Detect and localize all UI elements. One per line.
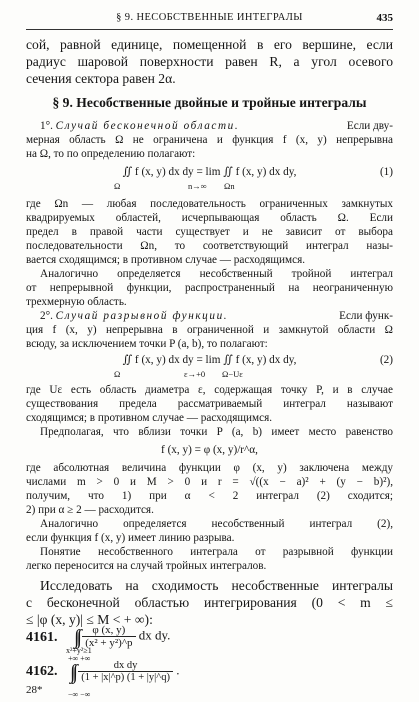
p4-line-2: ция f (x, y) непрерывна в ограниченной и замкнутой области Ω xyxy=(26,324,393,336)
problem-4161-numerator: φ (x, y) xyxy=(82,624,135,637)
eq1-lower-right: Ωn xyxy=(224,180,235,191)
p4-line-1-tail: Если функ- xyxy=(339,310,393,322)
problem-4161-number: 4161. xyxy=(26,630,58,645)
p4-line-3: всюду, за исключением точки P (a, b), то полагают: xyxy=(26,338,268,350)
p6-line-3: числами m > 0 и M > 0 и r = √((x − a)² + (y − b)²), xyxy=(26,476,393,488)
equation-1-body: ∬ f (x, y) dx dy = lim ∬ f (x, y) dx dy, xyxy=(122,166,297,178)
eq1-lim-sub: n→∞ xyxy=(188,180,207,191)
p1-line-2: мерная область Ω не ограничена и функция f (x, y) непрерывна xyxy=(26,134,393,146)
eq2-lower-left: Ω xyxy=(114,368,121,379)
eq1-lower-left: Ω xyxy=(114,180,121,191)
header-rule xyxy=(26,29,393,30)
equation-2-body: ∬ f (x, y) dx dy = lim ∬ f (x, y) dx dy, xyxy=(122,354,297,366)
problem-4161-tail: dx dy. xyxy=(138,627,171,643)
equation-1-number: (1) xyxy=(379,166,393,178)
p6-line-4: получим, что 1) при α < 2 интеграл (2) сходится; xyxy=(26,490,393,502)
p1-spaced-title: Случай бесконечной области. xyxy=(55,120,240,132)
intro-line-1: сой, равной единице, помещенной в его вершине, если xyxy=(26,37,393,52)
p1-line-3: на Ω, то по определению полагают: xyxy=(26,148,196,160)
intro-line-2: радиус шаровой поверхности равен R, а угол осевого xyxy=(26,54,393,69)
problem-4161-region: x²+y²≥1 xyxy=(66,646,92,655)
problem-4162-formula xyxy=(70,660,179,684)
double-integral-icon: ∫∫ xyxy=(70,661,75,684)
p6-formula: f (x, y) = φ (x, y)/r^α, xyxy=(161,444,258,456)
section-heading: § 9. Несобственные двойные и тройные интегралы xyxy=(52,95,367,110)
p1-line-1-tail: Если дву- xyxy=(346,120,393,132)
problem-4162-numerator: dx dy xyxy=(78,660,173,672)
running-header xyxy=(0,12,419,26)
intro-line-3: сечения сектора равен 2α. xyxy=(26,71,176,86)
p5-line-2: существования предела рассматриваемый интеграл называют xyxy=(26,398,393,410)
p3-line-2: от непрерывной функции, распространенный на неограниченную xyxy=(26,282,393,294)
page-number: 435 xyxy=(376,12,393,24)
equation-2 xyxy=(26,354,393,378)
problem-4161-denominator: (x² + y²)^p xyxy=(85,637,133,649)
p8-line-1: Понятие несобственного интеграла от разрывной функции xyxy=(40,546,393,558)
p4-spaced-title: Случай разрывной функции. xyxy=(55,310,229,322)
p2-line-1: где Ωn — любая последовательность ограниченных замкнутых xyxy=(26,198,393,210)
p7-line-1: Аналогично определяется несобственный интеграл (2), xyxy=(40,518,393,530)
task-line-3: ≤ |φ (x, y)| ≤ M < + ∞): xyxy=(26,612,153,627)
p8-line-2: легко переносится на случай тройных интегралов. xyxy=(26,560,267,572)
p1-line-1 xyxy=(26,120,393,134)
signature-mark: 28* xyxy=(26,684,43,696)
equation-1 xyxy=(26,166,393,190)
p3-line-1: Аналогично определяется несобственный тройной интеграл xyxy=(40,268,393,280)
double-integral-icon: ∫∫ xyxy=(74,626,79,649)
eq2-lower-right: Ω−Uε xyxy=(222,368,243,379)
problem-4162-tail: . xyxy=(176,662,180,678)
p7-line-2: если функция f (x, y) имеет линию разрыва. xyxy=(26,532,235,544)
p6-line-2: где абсолютная величина функции φ (x, y) заключена между xyxy=(26,462,393,474)
equation-2-number: (2) xyxy=(379,354,393,366)
problem-4162-upper-limits: +∞ +∞ xyxy=(68,654,91,663)
eq2-lim-sub: ε→+0 xyxy=(184,368,206,379)
p5-line-1: где Uε есть область диаметра ε, содержащая точку P, и в случае xyxy=(26,384,393,396)
p6-line-1: Предполагая, что вблизи точки P (a, b) имеет место равенство xyxy=(40,426,393,438)
task-line-1: Исследовать на сходимость несобственные интегралы xyxy=(40,578,393,593)
p2-line-2: квадрируемых областей, исчерпывающая область Ω. Если xyxy=(26,212,393,224)
p2-line-3: предел в правой части существует и не зависит от выбора xyxy=(26,226,393,238)
problem-4162-number: 4162. xyxy=(26,664,58,679)
problem-4162-fraction xyxy=(78,660,173,683)
p4-line-1 xyxy=(26,310,393,324)
problem-4162-denominator: (1 + |x|^p) (1 + |y|^q) xyxy=(81,672,170,683)
p6-line-5: 2) при α ≥ 2 — расходится. xyxy=(26,504,154,516)
p5-line-3: сходящимся; в противном случае — расходящимся. xyxy=(26,412,273,424)
task-line-2: с бесконечной областью интегрирования (0 < m ≤ xyxy=(26,595,393,610)
p1-number: 1°. xyxy=(40,120,53,132)
p4-number: 2°. xyxy=(40,310,53,322)
running-title: § 9. НЕСОБСТВЕННЫЕ ИНТЕГРАЛЫ xyxy=(116,12,303,23)
p2-line-5: вается сходящимся; в противном случае — расходящимся. xyxy=(26,254,306,266)
p2-line-4: последовательности Ωn, то соответствующий интеграл назы- xyxy=(26,240,393,252)
problem-4162-lower-limits: −∞ −∞ xyxy=(68,690,91,699)
p3-line-3: трехмерную область. xyxy=(26,296,127,308)
